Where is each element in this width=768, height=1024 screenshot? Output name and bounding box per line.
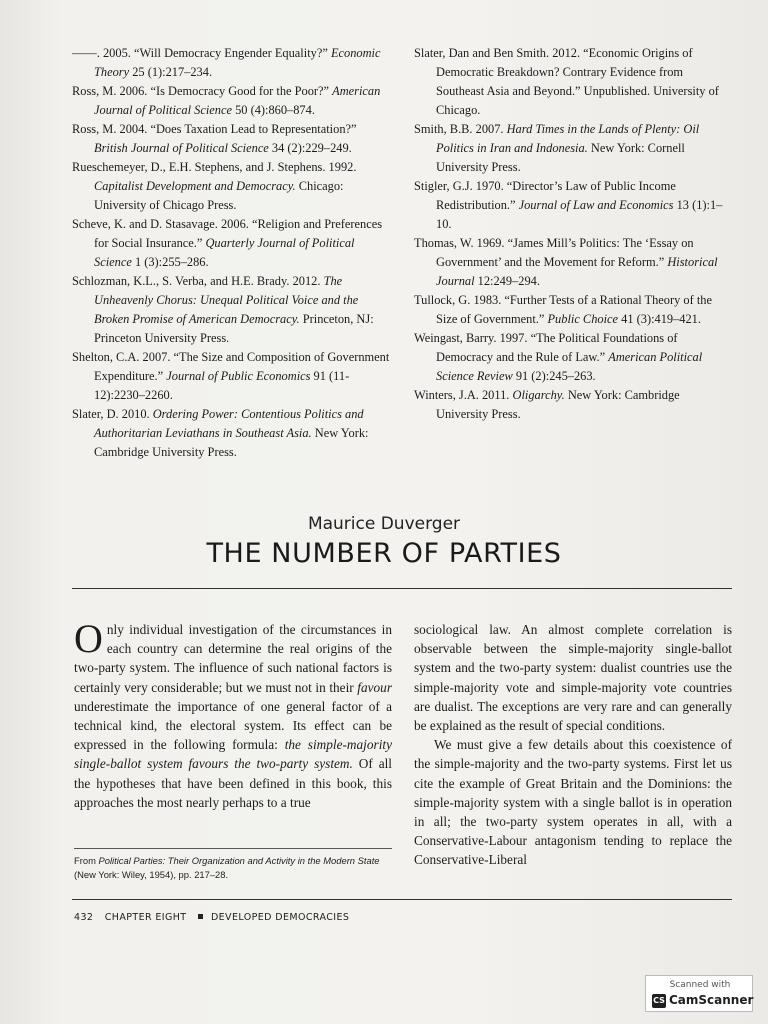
reference-entry (72, 44, 390, 82)
ref-text: Slater, Dan and Ben Smith. 2012. “Economic Origins of Democratic Breakdown? Contrary Evidence from Southeast Asia and Beyond.” Unpublished. University of Chicago. (414, 46, 719, 117)
ref-title: Economic Theory (94, 46, 381, 79)
reference-entry (72, 405, 390, 462)
reference-entry (72, 82, 390, 120)
ref-title: Historical Journal (436, 255, 718, 288)
camscanner-badge (645, 975, 753, 1012)
ref-title: Capitalist Development and Democracy. (94, 179, 296, 193)
camscanner-label: CamScanner (669, 993, 754, 1007)
references-right-column (414, 44, 732, 424)
scanned-with-label: Scanned with (669, 980, 731, 990)
ref-text: Ross, M. 2006. “Is Democracy Good for the Poor?” (72, 84, 333, 98)
ref-text: 91 (11-12):2230–2260. (94, 369, 350, 402)
article-paragraph: We must give a few details about this coexistence of the simple-majority and the two-party systems. First let us cite the example of Great Britain and the Dominions: the simple-majority system with a single ballot is in operation in all; the two-party system operates in all, with a Conservative-Labour antagonism tending to replace the Conservative-Liberal (414, 737, 732, 868)
title-divider (72, 588, 732, 589)
square-bullet-icon (198, 914, 203, 919)
reference-entry (72, 120, 390, 158)
ref-title: Journal of Public Economics (166, 369, 311, 383)
page-footer (74, 912, 357, 923)
reference-entry (72, 215, 390, 272)
ref-text: 25 (1):217–234. (129, 65, 213, 79)
source-footnote (74, 854, 392, 882)
reference-entry (414, 44, 732, 120)
article-title: THE NUMBER OF PARTIES (206, 538, 562, 569)
ref-text: Weingast, Barry. 1997. “The Political Foundations of Democracy and the Rule of Law.” (414, 331, 678, 364)
ref-text: New York: Cambridge University Press. (94, 426, 369, 459)
ref-text: Tullock, G. 1983. “Further Tests of a Rational Theory of the Size of Government.” (414, 293, 712, 326)
camscanner-logo-icon: CS (652, 994, 666, 1008)
article-author: Maurice Duverger (307, 514, 461, 534)
ref-text: 41 (3):419–421. (618, 312, 701, 326)
body-text: underestimate the importance of one general factor of a technical kind, the electoral system. Its effect can be expressed in the following formula: (74, 698, 392, 753)
ref-text: Slater, D. 2010. (72, 407, 153, 421)
ref-text: Shelton, C.A. 2007. “The Size and Composition of Government Expenditure.” (72, 350, 390, 383)
footnote-text: From (74, 855, 99, 866)
ref-text: 34 (2):229–249. (268, 141, 352, 155)
ref-title: Ordering Power: Contentious Politics and Authoritarian Leviathans in Southeast Asia. (94, 407, 364, 440)
reference-entry (414, 177, 732, 234)
reference-entry (72, 158, 390, 215)
ref-text: Scheve, K. and D. Stasavage. 2006. “Religion and Preferences for Social Insurance.” (72, 217, 383, 250)
ref-title: Oligarchy. (512, 388, 565, 402)
ref-text: Ross, M. 2004. “Does Taxation Lead to Representation?” (72, 122, 357, 136)
ref-title: American Political Science Review (436, 350, 703, 383)
drop-cap: O (74, 616, 103, 661)
body-emphasis: favour (357, 679, 392, 695)
article-paragraph (74, 616, 392, 812)
section-label: DEVELOPED DEMOCRACIES (210, 912, 350, 923)
ref-text: 1 (3):255–286. (131, 255, 209, 269)
reference-entry (414, 329, 732, 386)
ref-title: Journal of Law and Economics (518, 198, 674, 212)
reference-entry (414, 291, 732, 329)
ref-text: 13 (1):1–10. (436, 198, 723, 231)
ref-text: Princeton, NJ: Princeton University Press. (94, 312, 374, 345)
page-number: 432 (74, 912, 94, 923)
ref-text: New York: Cambridge University Press. (436, 388, 680, 421)
ref-title: Hard Times in the Lands of Plenty: Oil Politics in Iran and Indonesia. (436, 122, 700, 155)
ref-text: Chicago: University of Chicago Press. (94, 179, 344, 212)
body-text: Of all the hypotheses that have been defined in this book, this approaches the most nearly perhaps to a true (74, 756, 392, 810)
chapter-label: CHAPTER EIGHT (104, 912, 187, 923)
reference-entry (414, 234, 732, 291)
ref-text: Rueschemeyer, D., E.H. Stephens, and J. Stephens. 1992. (72, 160, 357, 174)
reference-entry (414, 386, 732, 424)
ref-text: Thomas, W. 1969. “James Mill’s Politics: The ‘Essay on Government’ and the Movement for Reform.” (414, 236, 694, 269)
ref-title: Public Choice (547, 312, 619, 326)
ref-title: The Unheavenly Chorus: Unequal Political Voice and the Broken Promise of American Democracy. (94, 274, 359, 326)
ref-text: Smith, B.B. 2007. (414, 122, 507, 136)
ref-text: New York: Cornell University Press. (436, 141, 685, 174)
ref-text: ——. 2005. “Will Democracy Engender Equality?” (72, 46, 331, 60)
reference-entry (72, 348, 390, 405)
article-body-left (74, 616, 392, 812)
ref-title: American Journal of Political Science (94, 84, 381, 117)
footnote-text: (New York: Wiley, 1954), pp. 217–28. (74, 869, 229, 880)
ref-text: Schlozman, K.L., S. Verba, and H.E. Brady. 2012. (72, 274, 324, 288)
article-body-right (414, 620, 732, 870)
ref-text: 50 (4):860–874. (231, 103, 315, 117)
reference-entry (414, 120, 732, 177)
body-text: nly individual investigation of the circumstances in each country can determine the real origins of the two-party system. The influence of such national factors is certainly very considerable; but we must not in their (74, 622, 392, 695)
footnote-title: Political Parties: Their Organization and Activity in the Modern State (98, 855, 380, 866)
ref-text: Winters, J.A. 2011. (414, 388, 513, 402)
reference-entry (72, 272, 390, 348)
article-paragraph: sociological law. An almost complete correlation is observable between the simple-majority single-ballot system and the two-party system: dualist countries use the simple-majority vote and simple-majority vote countries are dualist. The exceptions are very rare and can generally be explained as the result of special conditions. (414, 622, 732, 734)
references-left-column (72, 44, 390, 462)
formula-text: the simple-majority single-ballot system favours the two-party system. (74, 737, 392, 772)
ref-title: British Journal of Political Science (94, 141, 269, 155)
ref-text: Stigler, G.J. 1970. “Director’s Law of Public Income Redistribution.” (414, 179, 676, 212)
ref-text: 12:249–294. (474, 274, 540, 288)
footnote-divider (74, 848, 392, 849)
footer-divider (72, 899, 732, 900)
ref-text: 91 (2):245–263. (512, 369, 596, 383)
ref-title: Quarterly Journal of Political Science (94, 236, 355, 269)
